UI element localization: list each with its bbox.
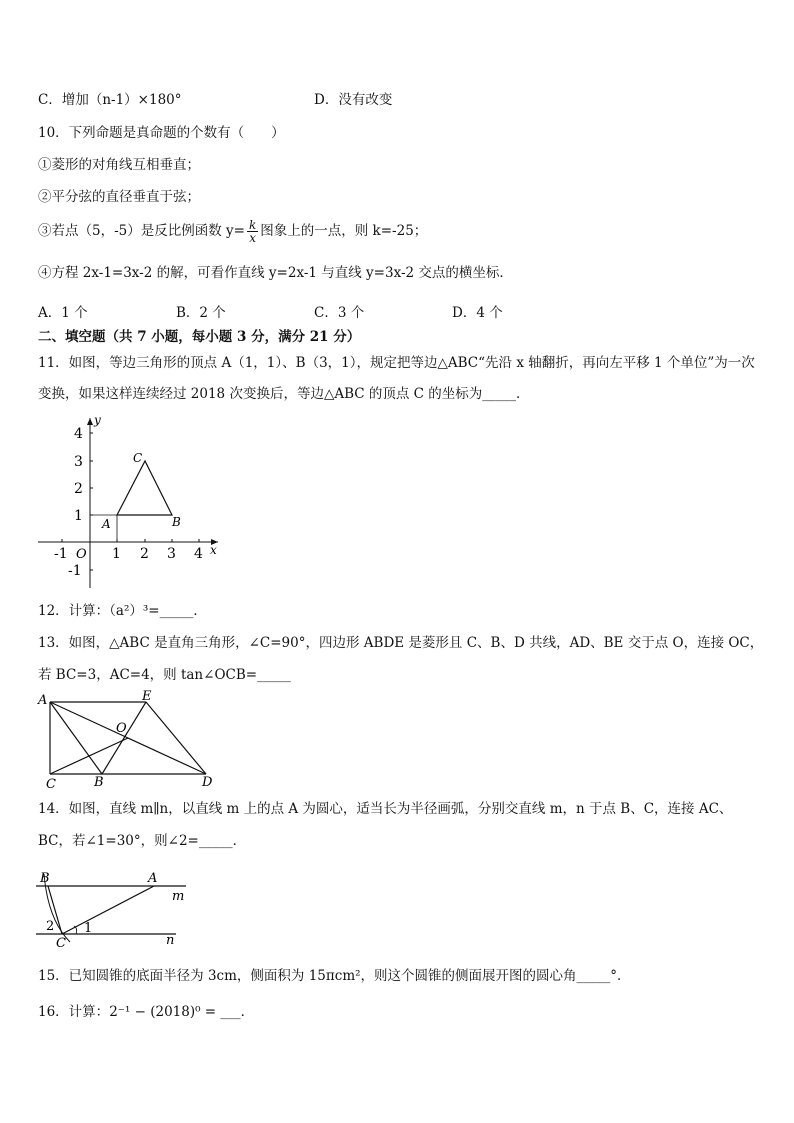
- section-heading-fill-in: 二、填空题（共 7 小题，每小题 3 分，满分 21 分）: [38, 329, 361, 345]
- point-b-label: B: [172, 515, 181, 529]
- point-a-label: A: [148, 871, 158, 886]
- segment-ac: [62, 886, 154, 934]
- q13-rhombus-figure: [36, 690, 216, 792]
- q15-text: 15．已知圆锥的底面半径为 3cm，侧面积为 15πcm²，则这个圆锥的侧面展开图的圆心角_____°．: [38, 968, 631, 984]
- angle-2-label: 2: [46, 919, 55, 934]
- q10-statement-3-post: 图象上的一点，则 k=-25；: [260, 223, 428, 239]
- y-axis-label: y: [94, 413, 101, 427]
- q16-prefix: 16．计算：: [38, 1004, 110, 1020]
- q13-line-2: 若 BC=3，AC=4，则 tan∠OCB=_____: [38, 667, 291, 683]
- point-a-label: A: [38, 693, 48, 708]
- point-b-label: B: [94, 775, 104, 790]
- point-e-label: E: [142, 690, 152, 704]
- q16-suffix: ．: [240, 1004, 255, 1020]
- q10-statement-4: ④方程 2x-1=3x-2 的解，可看作直线 y=2x-1 与直线 y=3x-2 交点的横坐标．: [38, 265, 513, 281]
- y-tick-label: 3: [74, 454, 83, 470]
- q10-option-b: B．2 个: [176, 305, 226, 321]
- angle-1-label: 1: [84, 921, 93, 936]
- q14-parallel-lines-figure: [34, 866, 194, 950]
- point-c-label: C: [46, 777, 56, 792]
- q14-line-1: 14．如图，直线 m∥n，以直线 m 上的点 A 为圆心，适当长为半径画弧，分别交直线 m，n 于点 B、C，连接 AC、: [38, 801, 733, 817]
- x-axis-label: x: [210, 543, 217, 557]
- fraction-numerator: k: [248, 218, 257, 232]
- q11-coordinate-figure: [36, 412, 226, 590]
- line-m-label: m: [172, 889, 185, 904]
- q14-line-2: BC，若∠1=30°，则∠2=_____．: [38, 833, 247, 849]
- q16-text: [38, 1003, 254, 1021]
- line-n-label: n: [166, 933, 175, 948]
- x-tick-label: 2: [140, 546, 149, 562]
- fraction-denominator: x: [249, 231, 257, 245]
- q10-stem: 10．下列命题是真命题的个数有（ ）: [38, 125, 285, 141]
- q10-option-d: D．4 个: [452, 305, 503, 321]
- x-tick-label: 4: [194, 546, 203, 562]
- origin-label: O: [76, 547, 87, 562]
- q11-line-1: 11．如图，等边三角形的顶点 A（1，1）、B（3，1），规定把等边△ABC“先沿 x 轴翻折，再向左平移 1 个单位”为一次: [38, 355, 755, 371]
- y-axis-arrow: [87, 418, 93, 425]
- x-tick-label: 1: [112, 546, 121, 562]
- point-c-label: C: [56, 936, 66, 950]
- q10-statement-3: [38, 218, 427, 244]
- q10-option-c: C．3 个: [314, 305, 365, 321]
- q16-expression: 2⁻¹ − (2018)⁰ = ___: [109, 1004, 241, 1020]
- q10-statement-3-pre: ③若点（5，-5）是反比例函数 y=: [38, 223, 245, 239]
- q13-line-1: 13．如图，△ABC 是直角三角形，∠C=90°，四边形 ABDE 是菱形且 C、B、D 共线，AD、BE 交于点 O，连接 OC，: [38, 635, 764, 651]
- point-o-label: O: [116, 721, 127, 736]
- y-tick-label: 2: [74, 481, 83, 497]
- point-c-label: C: [133, 451, 143, 465]
- q10-statement-1: ①菱形的对角线互相垂直；: [38, 157, 200, 173]
- q11-line-2: 变换，如果这样连续经过 2018 次变换后，等边△ABC 的顶点 C 的坐标为_____．: [38, 386, 530, 402]
- q10-option-a: A．1 个: [38, 305, 88, 321]
- x-tick-label: -1: [54, 546, 68, 562]
- y-tick-label: 1: [74, 508, 83, 524]
- equilateral-triangle-abc: [117, 461, 172, 515]
- point-d-label: D: [202, 775, 213, 790]
- point-b-label: B: [40, 871, 50, 886]
- y-tick-label: -1: [68, 563, 82, 579]
- q10-statement-2: ②平分弦的直径垂直于弦；: [38, 189, 200, 205]
- q12-text: 12．计算：（a²）³=_____．: [38, 603, 207, 619]
- q9-option-c: C．增加（n-1）×180°: [38, 92, 182, 108]
- y-tick-label: 4: [74, 426, 83, 442]
- x-tick-label: 3: [167, 546, 176, 562]
- q9-option-d: D．没有改变: [314, 92, 393, 108]
- fraction-k-over-x: [247, 219, 258, 244]
- point-a-label: A: [102, 517, 111, 531]
